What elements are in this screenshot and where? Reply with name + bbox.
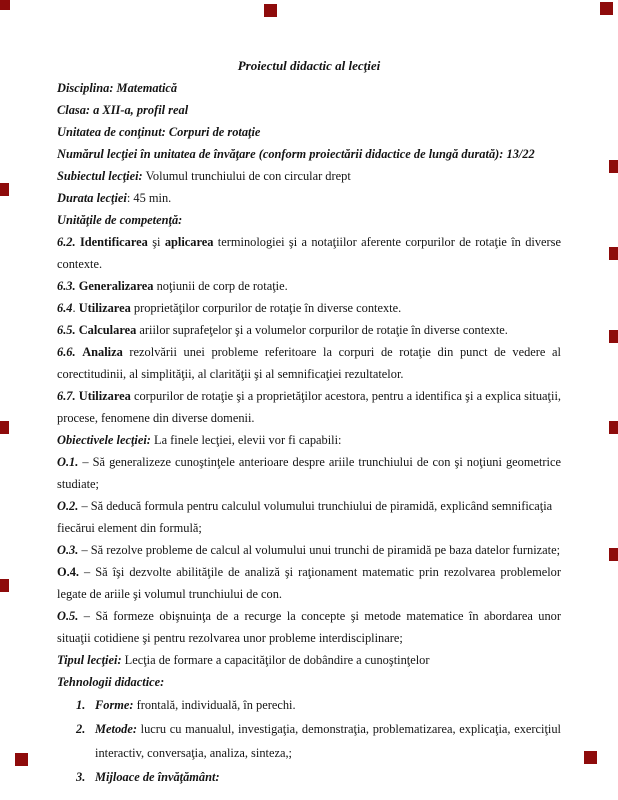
red-marker [609,247,618,260]
red-marker [609,330,618,343]
text-run: Volumul trunchiului de con circular drept [142,169,351,183]
paragraph [57,429,561,451]
paragraph [57,121,561,143]
red-marker [264,4,277,17]
text-run: 6.2. [57,235,76,249]
list-number: 3. [76,770,86,784]
paragraph [57,649,561,671]
paragraph [57,187,561,209]
text-run: Analiza [82,345,123,359]
text-run: – Să rezolve probleme de calcul al volumului unui trunchi de piramidă pe baza datelor furnizate; [78,543,561,557]
text-run: O.4. [57,565,80,579]
text-run: fiecărui element din formulă; [57,521,202,535]
text-run: Forme: [95,698,134,712]
paragraph [57,561,561,605]
text-run: Utilizarea [78,301,131,315]
paragraph [57,319,561,341]
paragraph [57,451,561,495]
paragraph [57,539,561,561]
paragraph [57,209,561,231]
text-run: Obiectivele lecţiei: [57,433,151,447]
text-run: şi [147,235,165,249]
document-content [57,55,561,789]
text-run: . [72,301,79,315]
red-marker [0,0,10,10]
text-run: Proiectul didactic al lecţiei [237,58,381,73]
text-run: – Să deducă formula pentru calculul volumului trunchiului de piramidă, explicând semnificaţia [78,499,553,513]
red-marker [15,753,28,766]
text-run: Mijloace de învăţământ: [95,770,220,784]
text-run: Subiectul lecţiei: [57,169,143,183]
red-marker [0,183,9,196]
text-run: Tipul lecţiei: [57,653,122,667]
paragraph [57,495,561,539]
paragraph [57,385,561,429]
text-run: – Să generalizeze cunoştinţele anterioare despre ariile trunchiului de con şi noţiuni geometrice studiate; [57,455,561,491]
text-run: Numărul lecţiei în unitatea de învăţare (conform proiectării didactice de lungă durată): 13/22 [57,147,535,161]
text-run: O.1. [57,455,79,469]
text-run: – Să formeze obişnuinţa de a recurge la concepte şi metode matematice în abordarea unor situaţii cotidiene şi pentru rezolvarea unor probleme interdisciplinare; [57,609,561,645]
red-marker [609,160,618,173]
text-run: 6.3. [57,279,76,293]
text-run: Unităţile de competenţă: [57,213,183,227]
text-run: 6.7. [57,389,76,403]
text-run: Lecţia de formare a capacităţilor de dobândire a cunoştinţelor [121,653,430,667]
paragraph [57,77,561,99]
text-run: 6.6. [57,345,76,359]
text-run: 6.5. [57,323,76,337]
red-marker [584,751,597,764]
paragraph [57,341,561,385]
text-run: : 45 min. [126,191,172,205]
text-run: ariilor suprafeţelor şi a volumelor corpurilor de rotaţie în diverse contexte. [136,323,508,337]
text-run: Identificarea [79,235,148,249]
text-run: terminologiei şi a notaţiilor aferente corpurilor de rotaţie în diverse contexte. [57,235,561,271]
list-item [57,765,561,789]
text-run: La finele lecţiei, elevii vor fi capabili: [150,433,342,447]
text-run: Tehnologii didactice: [57,675,165,689]
text-run: O.3. [57,543,79,557]
list-item [57,693,561,717]
red-marker [0,579,9,592]
text-run: – Să îşi dezvolte abilităţile de analiză şi raţionament matematic prin rezolvarea problemelor legate de ariile şi volumul trunchiului de con. [57,565,561,601]
paragraph [57,297,561,319]
list-number: 2. [76,722,86,736]
paragraph [57,165,561,187]
text-run: rezolvării unei probleme referitoare la corpuri de rotaţie din punct de vedere al corectitudinii, al simplităţii, al clarităţii şi al semnificaţiei rezultatelor. [57,345,561,381]
text-run: proprietăţilor corpurilor de rotaţie în diverse contexte. [130,301,402,315]
text-run: Calcularea [78,323,137,337]
list-number: 1. [76,698,86,712]
paragraph [57,143,561,165]
text-run: noţiunii de corp de rotaţie. [153,279,288,293]
text-run: Clasa: a XII-a, profil real [57,103,189,117]
document-title [57,55,561,77]
text-run: 6.4 [57,301,73,315]
red-marker [0,421,9,434]
red-marker [609,548,618,561]
list-item [57,717,561,765]
text-run: O.2. [57,499,79,513]
paragraph [57,275,561,297]
text-run: corpurilor de rotaţie şi a proprietăţilor acestora, pentru a identifica şi a explica situaţii, procese, fenomene din diverse domenii. [57,389,561,425]
text-run: Utilizarea [78,389,131,403]
paragraph [57,231,561,275]
text-run: Metode: [95,722,137,736]
text-run: Generalizarea [78,279,154,293]
red-marker [609,421,618,434]
text-run: Disciplina: Matematică [57,81,178,95]
text-run: frontală, individuală, în perechi. [133,698,296,712]
paragraph [57,605,561,649]
red-marker [600,2,613,15]
text-run: Durata lecţiei [57,191,127,205]
text-run: O.5. [57,609,79,623]
text-run: aplicarea [164,235,214,249]
text-run: Unitatea de conţinut: Corpuri de rotaţie [57,125,261,139]
paragraph [57,671,561,693]
text-run: lucru cu manualul, investigaţia, demonstraţia, problematizarea, explicaţia, exerciţiul interactiv, conversaţia, analiza, sinteza,; [95,722,561,760]
paragraph [57,99,561,121]
